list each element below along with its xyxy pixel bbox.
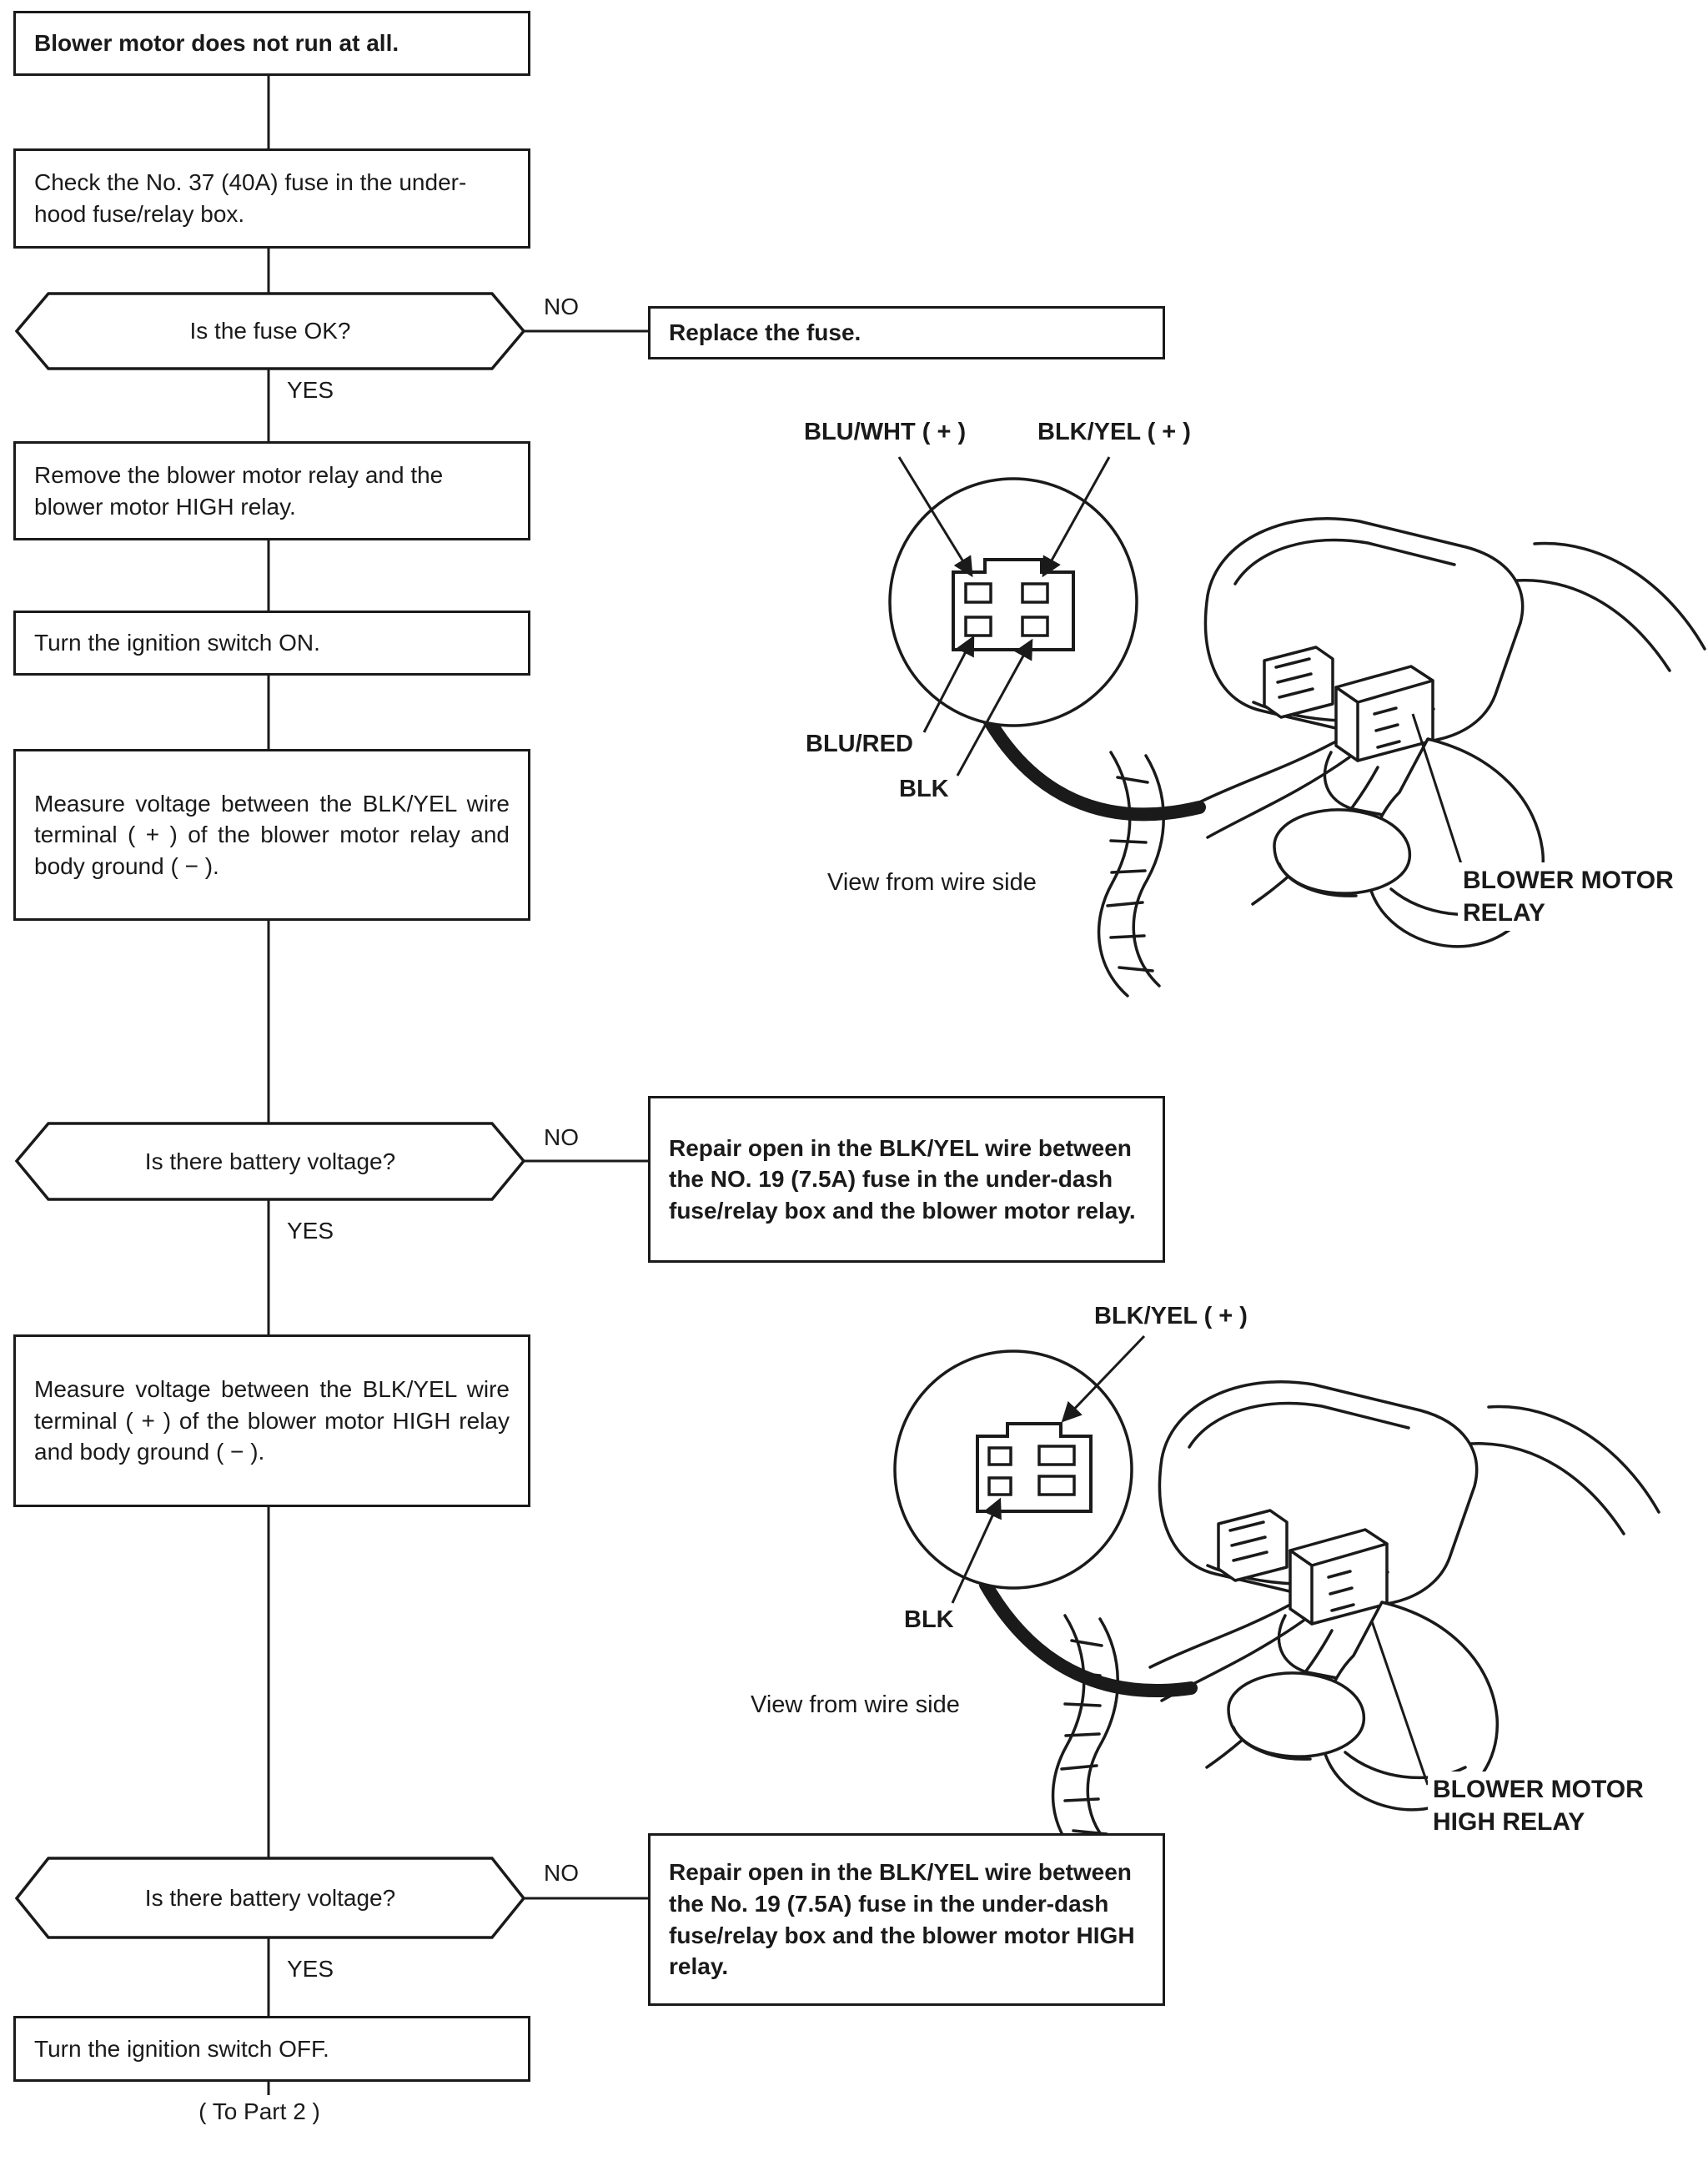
flow-box-ignition-on [13, 611, 530, 676]
component-label-relay-line2: RELAY [1463, 899, 1545, 927]
to-part-2-label: ( To Part 2 ) [176, 2098, 343, 2125]
view-caption-1: View from wire side [822, 867, 1042, 898]
flow-box-repair-high-relay-wire [648, 1833, 1165, 2006]
component-label-high-relay-line1: BLOWER MOTOR [1433, 1776, 1644, 1803]
branch-label-yes-3: YES [284, 1956, 337, 1983]
branch-label-yes-2: YES [284, 1218, 337, 1244]
flow-box-repair-high-relay-wire-text: Repair open in the BLK/YEL wire between the No. 19 (7.5A) fuse in the under-dash fuse/relay box and the blower motor HIGH relay. [669, 1859, 1135, 1980]
flow-decision-battery-2 [17, 1858, 524, 1937]
component-label-blower-motor-relay [1458, 862, 1679, 931]
wire-harness-1 [988, 719, 1199, 814]
pin-label-blu-red: BLU/RED [801, 729, 918, 760]
wire-harness-2 [986, 1585, 1191, 1691]
flow-decision-battery-1 [17, 1123, 524, 1199]
pin-label-blk-yel-2: BLK/YEL ( + ) [1089, 1301, 1253, 1332]
flow-box-repair-relay-wire-text: Repair open in the BLK/YEL wire between the NO. 19 (7.5A) fuse in the under-dash fuse/relay box and the blower motor relay. [669, 1134, 1136, 1224]
flow-box-check-fuse [13, 148, 530, 249]
branch-label-yes-1: YES [284, 377, 337, 404]
view-caption-2: View from wire side [746, 1690, 965, 1721]
flow-box-repair-relay-wire [648, 1096, 1165, 1263]
component-label-relay-line1: BLOWER MOTOR [1463, 867, 1674, 894]
flow-box-measure-relay [13, 749, 530, 921]
component-label-high-relay-line2: HIGH RELAY [1433, 1808, 1585, 1836]
flow-box-measure-relay-text: Measure voltage between the BLK/YEL wire terminal ( + ) of the blower motor relay and body ground ( − ). [34, 790, 510, 879]
flow-box-remove-relays-text: Remove the blower motor relay and the blower motor HIGH relay. [34, 461, 444, 520]
component-label-blower-motor-high-relay [1428, 1772, 1649, 1840]
magnifier-circle-1 [890, 479, 1137, 726]
flow-box-replace-fuse-text: Replace the fuse. [669, 319, 862, 346]
branch-label-no-1: NO [540, 294, 582, 320]
flow-decision-battery-2-text: Is there battery voltage? [144, 1884, 396, 1911]
flow-decision-battery-1-text: Is there battery voltage? [144, 1148, 396, 1174]
flow-box-check-fuse-text: Check the No. 37 (40A) fuse in the under-hood fuse/relay box. [34, 169, 467, 227]
pin-label-blu-wht: BLU/WHT ( + ) [799, 417, 971, 448]
flow-box-start-text: Blower motor does not run at all. [34, 30, 399, 57]
pin-label-blk-yel-1: BLK/YEL ( + ) [1032, 417, 1196, 448]
flow-box-replace-fuse [648, 306, 1165, 359]
flow-box-ignition-on-text: Turn the ignition switch ON. [34, 630, 320, 656]
flow-box-measure-high-relay-text: Measure voltage between the BLK/YEL wire terminal ( + ) of the blower motor HIGH relay and body ground ( − ). [34, 1376, 510, 1465]
flow-box-measure-high-relay [13, 1334, 530, 1507]
flow-decision-fuse-ok-text: Is the fuse OK? [189, 318, 351, 344]
branch-label-no-3: NO [540, 1860, 582, 1887]
branch-label-no-2: NO [540, 1124, 582, 1151]
flow-decision-fuse-ok [17, 294, 524, 369]
flow-box-ignition-off-text: Turn the ignition switch OFF. [34, 2035, 329, 2062]
flow-box-remove-relays [13, 441, 530, 540]
flow-box-ignition-off [13, 2016, 530, 2082]
flow-box-start [13, 11, 530, 76]
pin-label-blk-1: BLK [894, 774, 954, 805]
pin-label-blk-2: BLK [899, 1605, 959, 1636]
